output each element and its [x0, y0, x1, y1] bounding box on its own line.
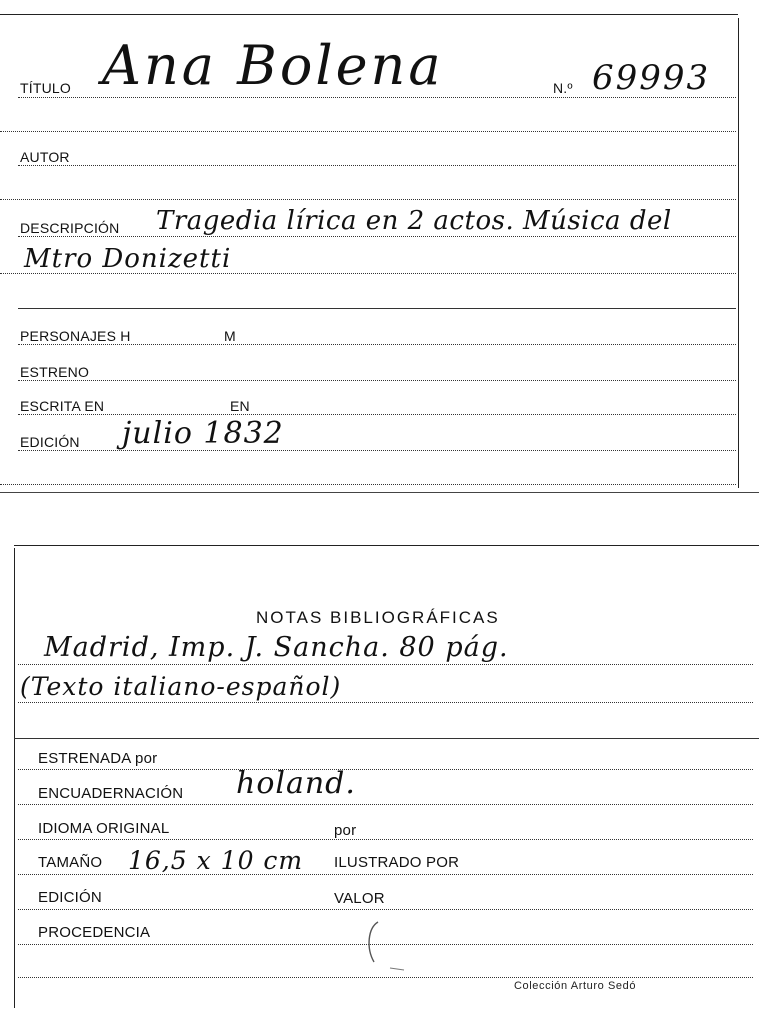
numero-value: 69993 [592, 58, 711, 98]
rule-bottom-top [0, 484, 736, 485]
edicion-b-label: EDICIÓN [38, 889, 102, 906]
rule-idioma [18, 839, 753, 840]
descripcion-label: DESCRIPCIÓN [20, 220, 120, 236]
encuadernacion-value: holand. [236, 766, 356, 801]
edicion-value: julio 1832 [122, 416, 284, 451]
rule-solid [18, 308, 736, 309]
rule-encuadernacion [18, 804, 753, 805]
descripcion-value-1: Tragedia lírica en 2 actos. Música del [156, 206, 672, 236]
procedencia-label: PROCEDENCIA [38, 924, 151, 941]
rule-estreno [18, 380, 736, 381]
escrita-label: ESCRITA EN [20, 398, 105, 414]
notas-line-2: (Texto italiano-español) [20, 672, 342, 701]
tamano-value: 16,5 x 10 cm [128, 846, 304, 875]
rule-blank-b [18, 977, 753, 978]
rule-notas-2 [18, 702, 753, 703]
rule-notas-1 [18, 664, 753, 665]
rule-autor [18, 165, 736, 166]
rule-estrenada [18, 769, 753, 770]
escrita-en-label: EN [230, 398, 250, 414]
stamp-mark [360, 918, 420, 974]
personajes-label: PERSONAJES H [20, 328, 131, 344]
valor-label: VALOR [334, 890, 385, 907]
numero-label: N.º [553, 80, 573, 96]
notas-heading: NOTAS BIBLIOGRÁFICAS [256, 608, 500, 627]
rule-blank-2 [0, 199, 736, 200]
idioma-por-label: por [334, 822, 357, 839]
ilustrado-label: ILUSTRADO POR [334, 854, 460, 871]
edicion-label: EDICIÓN [20, 434, 80, 450]
titulo-label: TÍTULO [20, 80, 71, 96]
encuadernacion-label: ENCUADERNACIÓN [38, 785, 184, 802]
personajes-m-label: M [224, 328, 236, 344]
bottom-card-border [14, 545, 759, 546]
rule-edicion-b [18, 909, 753, 910]
idioma-label: IDIOMA ORIGINAL [38, 820, 170, 837]
rule-descripcion [18, 236, 736, 237]
notas-line-1: Madrid, Imp. J. Sancha. 80 pág. [44, 632, 509, 663]
descripcion-value-2: Mtro Donizetti [24, 244, 232, 274]
titulo-value: Ana Bolena [102, 34, 444, 97]
rule-solid-b [14, 738, 759, 739]
bottom-card-left-border [14, 548, 15, 1008]
card-separator [0, 492, 759, 493]
rule-personajes [18, 344, 736, 345]
top-card-right-border [738, 18, 739, 488]
autor-label: AUTOR [20, 149, 70, 165]
estreno-label: ESTRENO [20, 364, 90, 380]
tamano-label: TAMAÑO [38, 854, 103, 871]
estrenada-label: ESTRENADA por [38, 750, 158, 767]
top-card-border [0, 14, 738, 15]
collection-credit: Colección Arturo Sedó [514, 980, 637, 992]
rule-blank-1 [0, 131, 736, 132]
rule-escrita [18, 414, 736, 415]
